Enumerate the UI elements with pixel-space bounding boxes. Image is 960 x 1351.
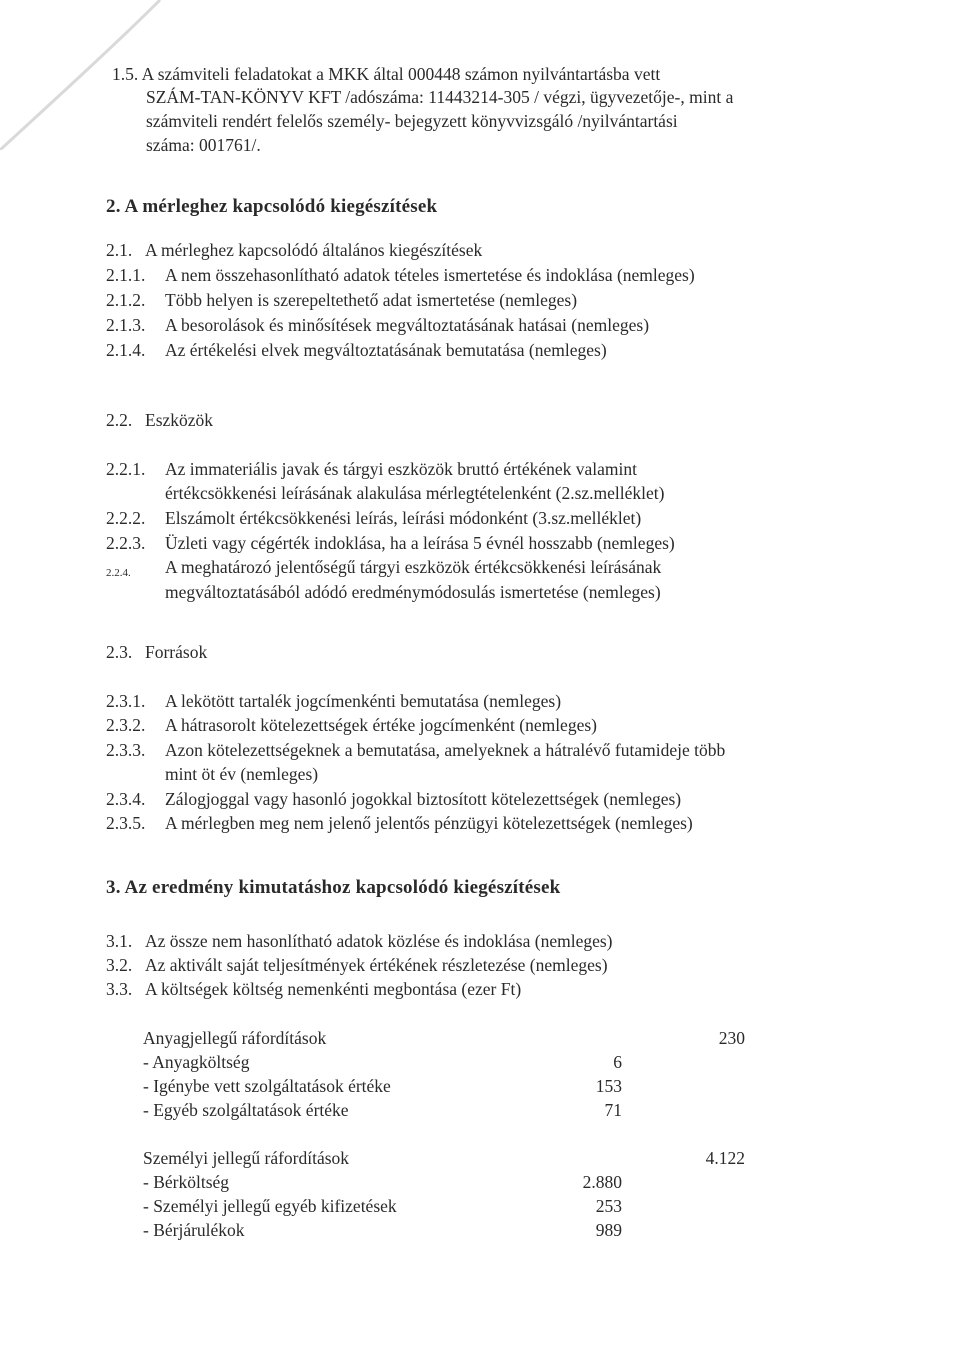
cost-group-personnel-label: Személyi jellegű ráfordítások xyxy=(143,1148,350,1168)
section-3-heading: 3. Az eredmény kimutatáshoz kapcsolódó kiegészítések xyxy=(106,877,561,898)
item-2-2-1-number: 2.2.1. xyxy=(106,459,146,479)
item-2-1-3-number: 2.1.3. xyxy=(106,315,146,335)
item-2-3-5-text: A mérlegben meg nem jelenő jelentős pénzügyi kötelezettségek (nemleges) xyxy=(165,813,693,833)
intro-line-4: száma: 001761/. xyxy=(146,135,261,155)
intro-line-3: számviteli rendért felelős személy- bejegyzett könyvvizsgáló /nyilvántartási xyxy=(146,111,678,131)
item-2-2-2-text: Elszámolt értékcsökkenési leírás, leírási módonként (3.sz.melléklet) xyxy=(165,508,642,528)
item-3-3-number: 3.3. xyxy=(106,979,133,999)
cost-row-label: - Anyagköltség xyxy=(143,1052,250,1072)
cost-row-label: - Igénybe vett szolgáltatások értéke xyxy=(143,1076,391,1096)
item-2-3-2-text: A hátrasorolt kötelezettségek értéke jogcímenként (nemleges) xyxy=(165,715,597,735)
cost-row-label: - Egyéb szolgáltatások értéke xyxy=(143,1100,349,1120)
intro-line-2: SZÁM-TAN-KÖNYV KFT /adószáma: 11443214-305 / végzi, ügyvezetője-, mint a xyxy=(146,87,734,107)
item-2-3-1-text: A lekötött tartalék jogcímenkénti bemutatása (nemleges) xyxy=(165,691,562,711)
item-2-1-2-text: Több helyen is szerepeltethető adat ismertetése (nemleges) xyxy=(165,290,578,310)
item-2-1-4-text: Az értékelési elvek megváltoztatásának bemutatása (nemleges) xyxy=(165,340,607,360)
sub-2-1-title: A mérleghez kapcsolódó általános kiegészítések xyxy=(145,240,483,260)
item-3-1-number: 3.1. xyxy=(106,931,133,951)
item-2-1-4-number: 2.1.4. xyxy=(106,340,146,360)
item-2-3-3-line-2: mint öt év (nemleges) xyxy=(165,764,319,784)
item-3-1-text: Az össze nem hasonlítható adatok közlése és indoklása (nemleges) xyxy=(145,931,613,951)
sub-2-2-number: 2.2. xyxy=(106,410,133,430)
item-2-3-4-number: 2.3.4. xyxy=(106,789,146,809)
cost-row-value: 989 xyxy=(595,1220,622,1240)
item-2-3-2-number: 2.3.2. xyxy=(106,715,146,735)
item-3-2-text: Az aktivált saját teljesítmények értékének részletezése (nemleges) xyxy=(145,955,608,975)
item-2-2-3-text: Üzleti vagy cégérték indoklása, ha a leírása 5 évnél hosszabb (nemleges) xyxy=(165,533,675,553)
cost-row-value: 253 xyxy=(595,1196,622,1216)
item-2-3-1-number: 2.3.1. xyxy=(106,691,146,711)
item-2-1-1-text: A nem összehasonlítható adatok tételes ismertetése és indoklása (nemleges) xyxy=(165,265,695,285)
cost-row-value: 2.880 xyxy=(582,1172,622,1192)
cost-row-label: - Személyi jellegű egyéb kifizetések xyxy=(143,1196,397,1216)
item-2-3-3-line-1: Azon kötelezettségeknek a bemutatása, amelyeknek a hátralévő futamideje több xyxy=(165,740,726,760)
item-2-2-2-number: 2.2.2. xyxy=(106,508,146,528)
sub-2-2-title: Eszközök xyxy=(145,410,214,430)
cost-group-material-total: 230 xyxy=(718,1028,745,1048)
item-2-1-1-number: 2.1.1. xyxy=(106,265,146,285)
sub-2-1-number: 2.1. xyxy=(106,240,133,260)
sub-2-3-number: 2.3. xyxy=(106,642,133,662)
item-2-2-1-line-1: Az immateriális javak és tárgyi eszközök bruttó értékének valamint xyxy=(165,459,638,479)
item-2-2-4-line-2: megváltoztatásából adódó eredménymódosulás ismertetése (nemleges) xyxy=(165,582,661,602)
item-3-3-text: A költségek költség nemenkénti megbontása (ezer Ft) xyxy=(145,979,522,999)
item-3-2-number: 3.2. xyxy=(106,955,133,975)
cost-row-label: - Bérjárulékok xyxy=(143,1220,245,1240)
cost-group-personnel-total: 4.122 xyxy=(705,1148,745,1168)
intro-line-1: 1.5. A számviteli feladatokat a MKK által 000448 számon nyilvántartásba vett xyxy=(112,64,661,84)
item-2-2-4-line-1: A meghatározó jelentőségű tárgyi eszközök értékcsökkenési leírásának xyxy=(165,557,662,577)
section-2-heading: 2. A mérleghez kapcsolódó kiegészítések xyxy=(106,196,438,217)
item-2-2-3-number: 2.2.3. xyxy=(106,533,146,553)
cost-row-value: 153 xyxy=(595,1076,622,1096)
item-2-2-1-line-2: értékcsökkenési leírásának alakulása mérlegtételenként (2.sz.melléklet) xyxy=(165,483,665,503)
item-2-1-2-number: 2.1.2. xyxy=(106,290,146,310)
cost-row-label: - Bérköltség xyxy=(143,1172,230,1192)
item-2-3-3-number: 2.3.3. xyxy=(106,740,146,760)
item-2-3-5-number: 2.3.5. xyxy=(106,813,146,833)
item-2-2-4-number: 2.2.4. xyxy=(106,567,131,579)
cost-group-material-label: Anyagjellegű ráfordítások xyxy=(143,1028,327,1048)
sub-2-3-title: Források xyxy=(145,642,208,662)
cost-row-value: 71 xyxy=(604,1100,622,1120)
item-2-3-4-text: Zálogjoggal vagy hasonló jogokkal biztosított kötelezettségek (nemleges) xyxy=(165,789,682,809)
cost-row-value: 6 xyxy=(613,1052,622,1072)
item-2-1-3-text: A besorolások és minősítések megváltoztatásának hatásai (nemleges) xyxy=(165,315,650,335)
